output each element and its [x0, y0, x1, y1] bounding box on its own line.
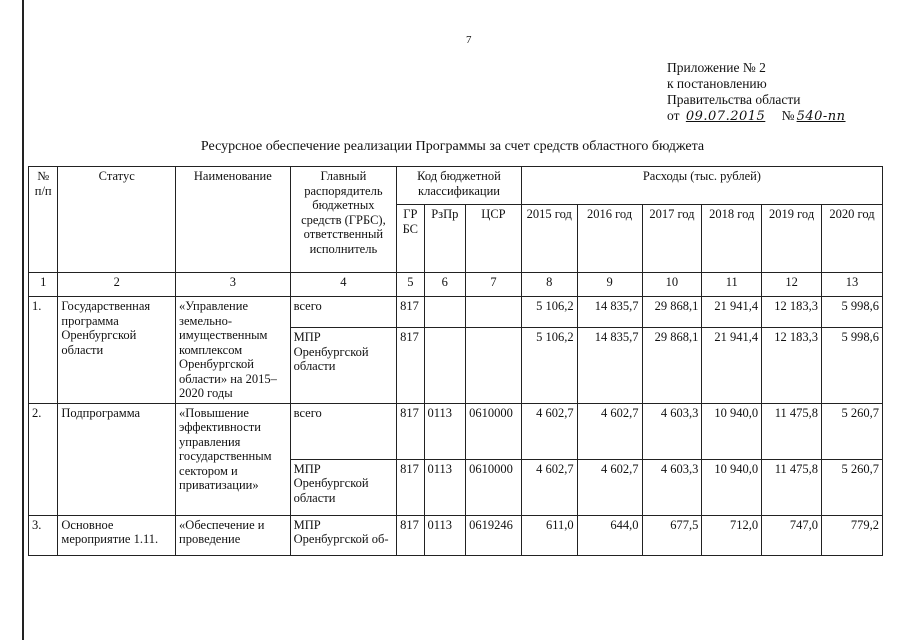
row-grbs-code: 817 [397, 459, 424, 515]
row-csr [466, 328, 522, 403]
row-csr: 0619246 [466, 515, 522, 555]
value-2019: 12 183,3 [762, 297, 822, 328]
value-2020: 5 998,6 [822, 297, 883, 328]
header-expenses: Расходы (тыс. рублей) [521, 167, 882, 205]
value-2018: 21 941,4 [702, 328, 762, 403]
header-csr: ЦСР [466, 205, 522, 273]
value-2017: 4 603,3 [642, 403, 702, 459]
row-rzpr [424, 328, 466, 403]
value-2015: 4 602,7 [521, 459, 577, 515]
value-2020: 5 998,6 [822, 328, 883, 403]
row-name: «Повышение эффективности управления государственным сектором и приватизации» [176, 403, 291, 515]
col-number: 9 [577, 273, 642, 297]
row-grbs: всего [290, 297, 396, 328]
appendix-line-2: к постановлению [667, 76, 767, 91]
row-rzpr: 0113 [424, 459, 466, 515]
col-number: 12 [762, 273, 822, 297]
header-2019: 2019 год [762, 205, 822, 273]
row-csr [466, 297, 522, 328]
row-num: 1. [29, 297, 58, 404]
col-number: 7 [466, 273, 522, 297]
header-status: Статус [58, 167, 176, 273]
page-left-edge [22, 0, 24, 640]
value-2020: 5 260,7 [822, 403, 883, 459]
column-number-row [29, 273, 883, 297]
header-grbs: Главный распорядитель бюджетных средств (ГРБС), ответственный исполнитель [290, 167, 396, 273]
number-value: 540-пп [796, 109, 846, 124]
col-number: 10 [642, 273, 702, 297]
row-status: Государственная программа Оренбургской области [58, 297, 176, 404]
header-row-1 [29, 167, 883, 205]
row-num: 2. [29, 403, 58, 515]
page-number: 7 [466, 34, 472, 46]
value-2018: 10 940,0 [702, 459, 762, 515]
table-row [29, 297, 883, 328]
value-2016: 14 835,7 [577, 297, 642, 328]
row-status: Основное мероприятие 1.11. [58, 515, 176, 555]
date-value: 09.07.2015 [685, 109, 766, 124]
row-name: «Обеспечение и проведение [176, 515, 291, 555]
row-grbs-code: 817 [397, 328, 424, 403]
row-csr: 0610000 [466, 403, 522, 459]
col-number: 11 [702, 273, 762, 297]
value-2017: 4 603,3 [642, 459, 702, 515]
col-number: 13 [822, 273, 883, 297]
header-2020: 2020 год [822, 205, 883, 273]
row-num: 3. [29, 515, 58, 555]
row-name: «Управление земельно-имущественным комплексом Оренбургской области» на 2015–2020 годы [176, 297, 291, 404]
header-2015: 2015 год [521, 205, 577, 273]
header-name: Наименование [176, 167, 291, 273]
row-grbs: всего [290, 403, 396, 459]
value-2020: 5 260,7 [822, 459, 883, 515]
col-number: 6 [424, 273, 466, 297]
header-2016: 2016 год [577, 205, 642, 273]
number-prefix: № [781, 108, 795, 123]
col-number: 8 [521, 273, 577, 297]
row-grbs-code: 817 [397, 297, 424, 328]
value-2016: 4 602,7 [577, 403, 642, 459]
document-title: Ресурсное обеспечение реализации Программы за счет средств областного бюджета [200, 139, 705, 154]
row-rzpr: 0113 [424, 403, 466, 459]
resource-table [28, 166, 883, 556]
appendix-date-line [667, 108, 846, 125]
value-2017: 29 868,1 [642, 328, 702, 403]
row-grbs-code: 817 [397, 515, 424, 555]
value-2016: 4 602,7 [577, 459, 642, 515]
value-2019: 11 475,8 [762, 459, 822, 515]
row-rzpr: 0113 [424, 515, 466, 555]
value-2015: 5 106,2 [521, 297, 577, 328]
value-2019: 747,0 [762, 515, 822, 555]
col-number: 2 [58, 273, 176, 297]
value-2016: 14 835,7 [577, 328, 642, 403]
header-rzpr: РзПр [424, 205, 466, 273]
value-2016: 644,0 [577, 515, 642, 555]
value-2017: 677,5 [642, 515, 702, 555]
value-2018: 21 941,4 [702, 297, 762, 328]
col-number: 1 [29, 273, 58, 297]
table-row [29, 403, 883, 459]
value-2018: 712,0 [702, 515, 762, 555]
row-grbs-code: 817 [397, 403, 424, 459]
appendix-block [667, 60, 846, 125]
appendix-line-1: Приложение № 2 [667, 60, 766, 75]
appendix-line-3: Правительства области [667, 92, 801, 107]
row-grbs: МПР Оренбургской об- [290, 515, 396, 555]
col-number: 3 [176, 273, 291, 297]
value-2015: 5 106,2 [521, 328, 577, 403]
col-number: 4 [290, 273, 396, 297]
header-2018: 2018 год [702, 205, 762, 273]
header-code: Код бюджетной классификации [397, 167, 522, 205]
value-2019: 11 475,8 [762, 403, 822, 459]
header-2017: 2017 год [642, 205, 702, 273]
value-2015: 4 602,7 [521, 403, 577, 459]
value-2017: 29 868,1 [642, 297, 702, 328]
date-prefix: от [667, 108, 680, 123]
value-2019: 12 183,3 [762, 328, 822, 403]
header-num: № п/п [29, 167, 58, 273]
value-2020: 779,2 [822, 515, 883, 555]
col-number: 5 [397, 273, 424, 297]
row-status: Подпрограмма [58, 403, 176, 515]
value-2015: 611,0 [521, 515, 577, 555]
row-rzpr [424, 297, 466, 328]
row-grbs: МПР Оренбургской области [290, 459, 396, 515]
header-grbs-code: ГР БС [397, 205, 424, 273]
row-grbs: МПР Оренбургской области [290, 328, 396, 403]
row-csr: 0610000 [466, 459, 522, 515]
table-row [29, 515, 883, 555]
value-2018: 10 940,0 [702, 403, 762, 459]
